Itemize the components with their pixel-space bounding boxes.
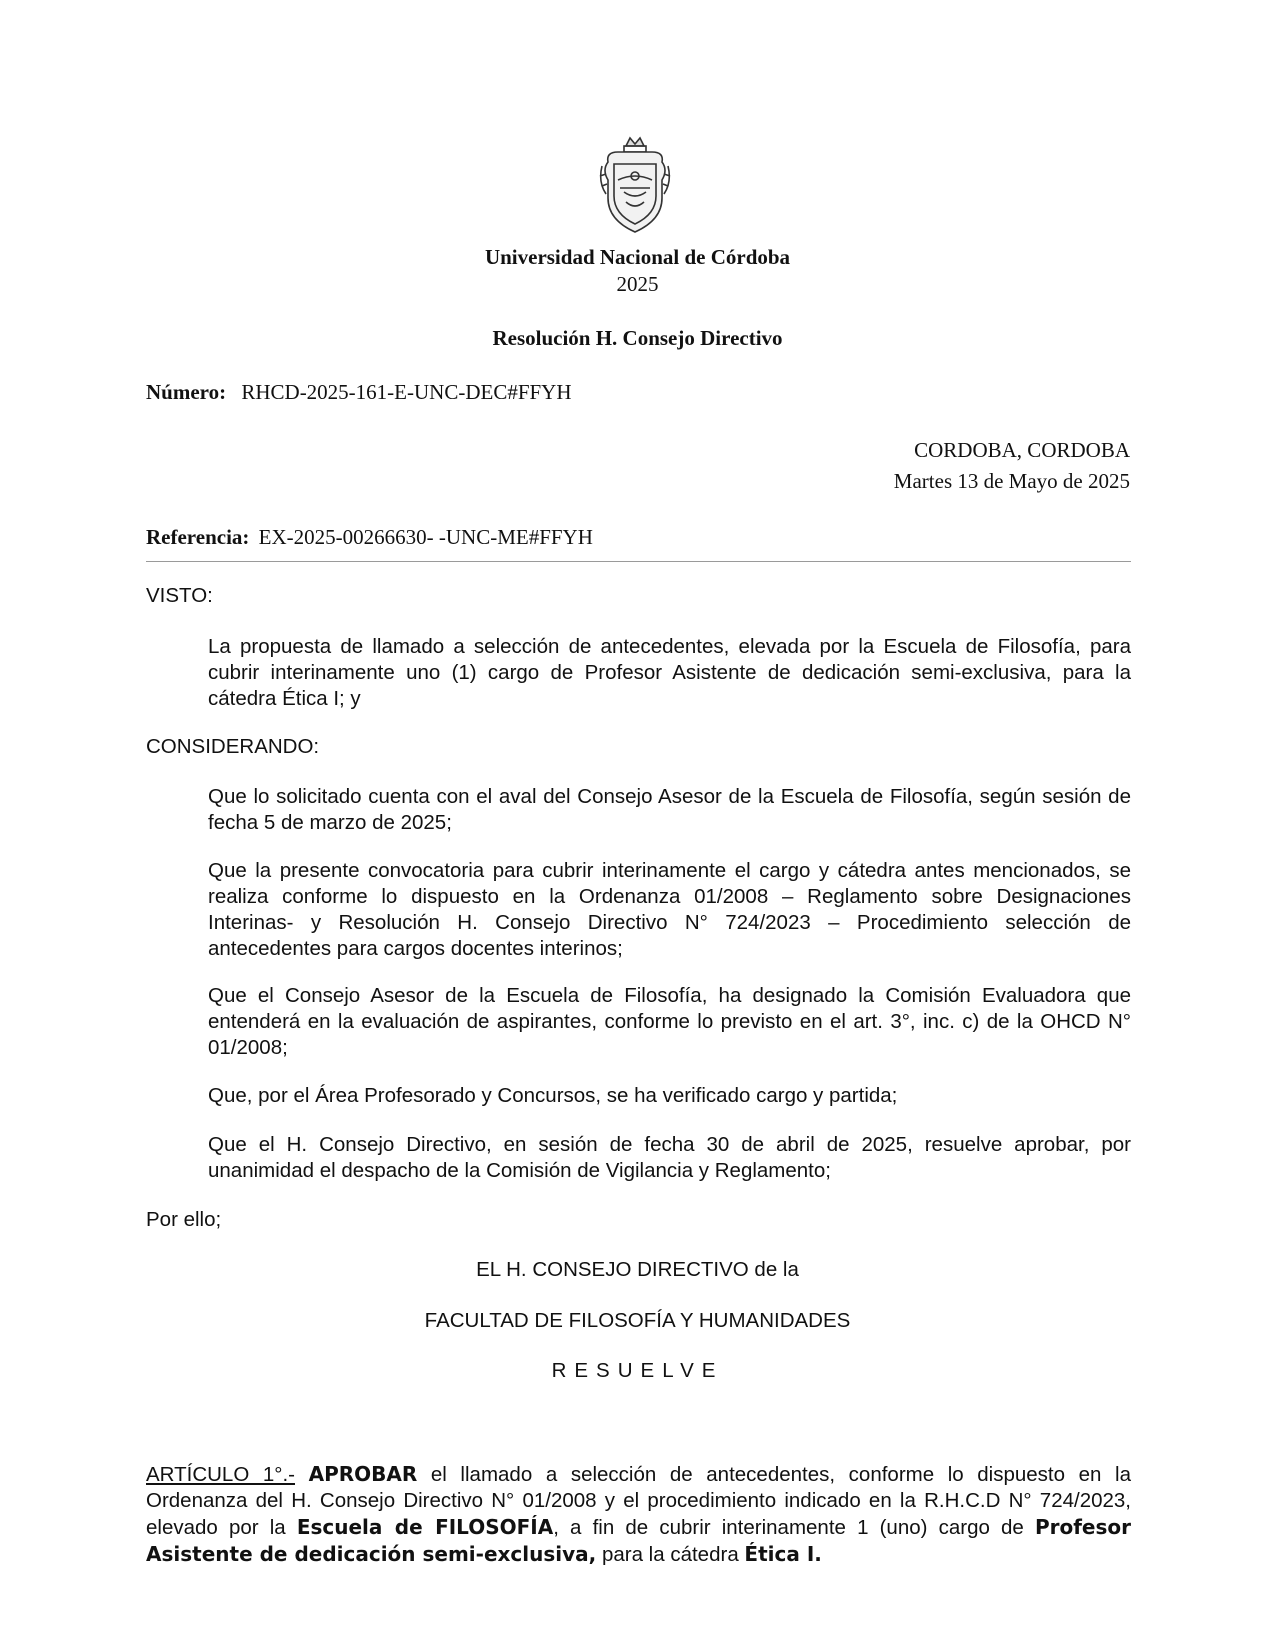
articulo-1-label: ARTÍCULO 1°.- — [146, 1463, 295, 1486]
city: CORDOBA, CORDOBA — [914, 438, 1130, 462]
por-ello: Por ello; — [146, 1208, 222, 1231]
visto-label: VISTO: — [146, 584, 213, 607]
considerando-paragraph: Que el Consejo Asesor de la Escuela de Filosofía, ha designado la Comisión Evaluadora que entenderá en la evaluación de aspirantes, conforme lo previsto en el art. 3°, inc. c) de la OHCD N° 01/2008; — [208, 984, 1131, 1059]
articulo-1 — [146, 1461, 1131, 1568]
considerando-paragraph: Que, por el Área Profesorado y Concursos, se ha verificado cargo y partida; — [208, 1084, 898, 1107]
considerando-paragraph: Que lo solicitado cuenta con el aval del Consejo Asesor de la Escuela de Filosofía, según sesión de fecha 5 de marzo de 2025; — [208, 785, 1131, 834]
referencia-line — [146, 525, 593, 550]
numero-line — [146, 380, 572, 405]
numero-value: RHCD-2025-161-E-UNC-DEC#FFYH — [241, 380, 572, 404]
articulo-1-catedra: Ética I. — [744, 1542, 822, 1566]
header-divider — [146, 561, 1131, 562]
referencia-label: Referencia: — [146, 525, 250, 549]
articulo-1-text: el llamado a selección de antecedentes, conforme lo dispuesto en la Ordenanza del H. Consejo Directivo N° 01/2008 y el procedimiento indicado en la R.H.C.D N° 724/2023, elevado por la — [146, 1463, 1131, 1539]
visto-text: La propuesta de llamado a selección de antecedentes, elevada por la Escuela de Filosofía, para cubrir interinamente uno (1) cargo de Profesor Asistente de dedicación semi-exclusiva, para la cátedra Ética I; y — [208, 635, 1131, 710]
considerando-paragraph: Que la presente convocatoria para cubrir interinamente el cargo y cátedra antes mencionados, se realiza conforme lo dispuesto en la Ordenanza 01/2008 – Reglamento sobre Designaciones Interinas- y Resolución H. Consejo Directivo N° 724/2023 – Procedimiento selección de antecedentes para cargos docentes interinos; — [208, 859, 1131, 960]
resuelve-heading: RESUELVE — [551, 1359, 724, 1382]
council-line: EL H. CONSEJO DIRECTIVO de la — [476, 1258, 799, 1281]
date: Martes 13 de Mayo de 2025 — [893, 469, 1130, 493]
referencia-value: EX-2025-00266630- -UNC-ME#FFYH — [258, 525, 593, 549]
articulo-1-escuela: Escuela de FILOSOFÍA — [296, 1515, 554, 1539]
numero-label: Número: — [146, 380, 227, 404]
considerando-label: CONSIDERANDO: — [146, 735, 320, 758]
faculty-line: FACULTAD DE FILOSOFÍA Y HUMANIDADES — [424, 1309, 851, 1332]
university-name: Universidad Nacional de Córdoba — [484, 245, 791, 269]
articulo-1-verb: APROBAR — [308, 1462, 418, 1486]
considerando-paragraph: Que el H. Consejo Directivo, en sesión de fecha 30 de abril de 2025, resuelve aprobar, por unanimidad el despacho de la Comisión de Vigilancia y Reglamento; — [208, 1133, 1131, 1182]
document-year: 2025 — [616, 272, 659, 296]
articulo-1-text: , a fin de cubrir interinamente 1 (uno) cargo de — [553, 1516, 1035, 1539]
articulo-1-cargo: Profesor Asistente de dedicación semi-exclusiva, — [146, 1515, 1131, 1566]
university-crest-icon — [596, 136, 674, 236]
articulo-1-text: para la cátedra — [596, 1543, 745, 1566]
resolution-title: Resolución H. Consejo Directivo — [492, 326, 783, 350]
